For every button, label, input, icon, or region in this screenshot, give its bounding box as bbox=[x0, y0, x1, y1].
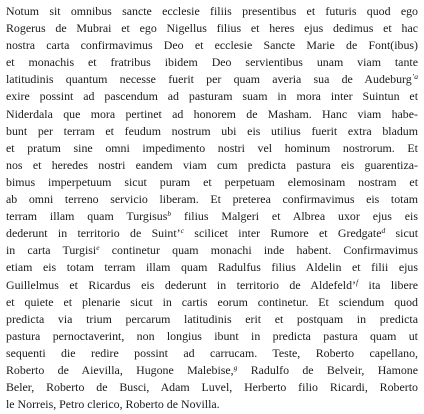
text-segment: Notum sit omnibus sancte ecclesie filiis presentibus et futuris quod ego bbox=[6, 4, 418, 18]
text-line bbox=[6, 225, 418, 242]
footnote-marker: d bbox=[381, 226, 386, 236]
text-line bbox=[6, 157, 418, 174]
footnote-marker: c bbox=[180, 226, 184, 236]
text-segment: et quiete et plenarie sicut in cartis eorum continetur. Et sciendum quod bbox=[6, 294, 418, 309]
text-segment: Radulfo de Belveir, Hamone bbox=[237, 362, 419, 377]
text-line bbox=[6, 259, 418, 276]
text-segment: Niderdala que mora pertinet ad honorem de Masham. Hanc viam habe- bbox=[6, 106, 418, 121]
text-segment: scilicet inter Rumore et Gredgate bbox=[184, 226, 382, 241]
text-segment: in carta Turgisi bbox=[6, 243, 97, 258]
text-segment: Beler, Roberto de Busci, Adam Luvel, Herberto filio Ricardi, Roberto bbox=[6, 380, 418, 395]
text-line bbox=[6, 208, 418, 225]
text-line bbox=[6, 242, 418, 259]
text-line bbox=[6, 37, 418, 54]
text-line bbox=[6, 20, 418, 37]
charter-paragraph bbox=[6, 3, 418, 413]
text-segment: Guillelmus et Ricardus eis dederunt in territorio de Aldefeld’ bbox=[6, 277, 356, 292]
text-line bbox=[6, 311, 418, 328]
footnote-marker: g bbox=[233, 362, 238, 372]
text-segment: ab omni terreno servicio liberam. Et preterea confirmavimus eis totam bbox=[6, 192, 418, 207]
text-line bbox=[6, 277, 418, 294]
text-line bbox=[6, 362, 418, 379]
text-segment: ita libere bbox=[358, 277, 418, 292]
text-line bbox=[6, 396, 418, 413]
text-segment: terram illam quam Turgisus bbox=[6, 209, 168, 224]
text-segment: Rogerus de Mubrai et ego Nigellus filius et heres ejus dedimus et hac bbox=[6, 21, 418, 36]
footnote-marker: ’a bbox=[411, 72, 418, 82]
footnote-marker: e bbox=[96, 243, 100, 253]
text-line bbox=[6, 174, 418, 191]
text-line bbox=[6, 345, 418, 362]
text-segment: Roberto de Aievilla, Hugone Malebise, bbox=[6, 362, 234, 377]
text-line bbox=[6, 123, 418, 140]
text-line bbox=[6, 379, 418, 396]
text-line bbox=[6, 294, 418, 311]
text-segment: dederunt in territorio de Suint’ bbox=[6, 226, 181, 241]
text-segment: le Norreis, Petro clerico, Roberto de Novilla. bbox=[6, 397, 220, 412]
text-line bbox=[6, 71, 418, 88]
text-segment: predicta via trium percarum latitudinis erit et postquam in predicta bbox=[6, 311, 418, 326]
text-line bbox=[6, 3, 418, 20]
text-segment: sicut bbox=[385, 226, 419, 241]
text-line bbox=[6, 54, 418, 71]
text-segment: nostra carta confirmavimus Deo et ecclesie Sancte Marie de Font(ibus) bbox=[6, 38, 418, 53]
text-segment: continetur quam monachi inde habent. Confirmavimus bbox=[99, 243, 419, 258]
text-segment: filius Malgeri et Albrea uxor ejus eis bbox=[171, 209, 418, 224]
text-segment: etiam eis totam terram illam quam Radulfus filius Aldelin et filii ejus bbox=[6, 260, 418, 275]
text-segment: exire possint ad pascendum ad pasturam suam in mora inter Suintun et bbox=[6, 89, 418, 104]
text-segment: nos et heredes nostri eandem viam cum predicta pastura eis guarentiza- bbox=[6, 157, 418, 172]
text-segment: et monachis et fratribus ibidem Deo servientibus unam viam tante bbox=[6, 55, 418, 70]
text-line bbox=[6, 140, 418, 157]
text-segment: bimus imperpetuum sicut puram et perpetuam elemosinam nostram et bbox=[6, 174, 418, 189]
footnote-marker: f bbox=[355, 277, 359, 287]
text-line bbox=[6, 106, 418, 123]
text-segment: pastura pernoctaverint, non longius ibunt in predicta pastura quam ut bbox=[6, 328, 418, 343]
text-line bbox=[6, 191, 418, 208]
text-segment: bunt per terram et feudum nostrum ubi eis utilius fuerit extra bladum bbox=[6, 123, 418, 138]
text-line bbox=[6, 328, 418, 345]
text-segment: et pratum sine omni impedimento nostri vel hominum nostrorum. Et bbox=[6, 140, 418, 155]
text-segment: latitudinis quantum necesse fuerit per quam averia sua de Audeburg bbox=[6, 72, 412, 87]
text-segment: sequenti die redire possint ad carrucam. Teste, Roberto capellano, bbox=[6, 345, 418, 360]
footnote-marker: b bbox=[167, 209, 172, 219]
text-line bbox=[6, 88, 418, 105]
